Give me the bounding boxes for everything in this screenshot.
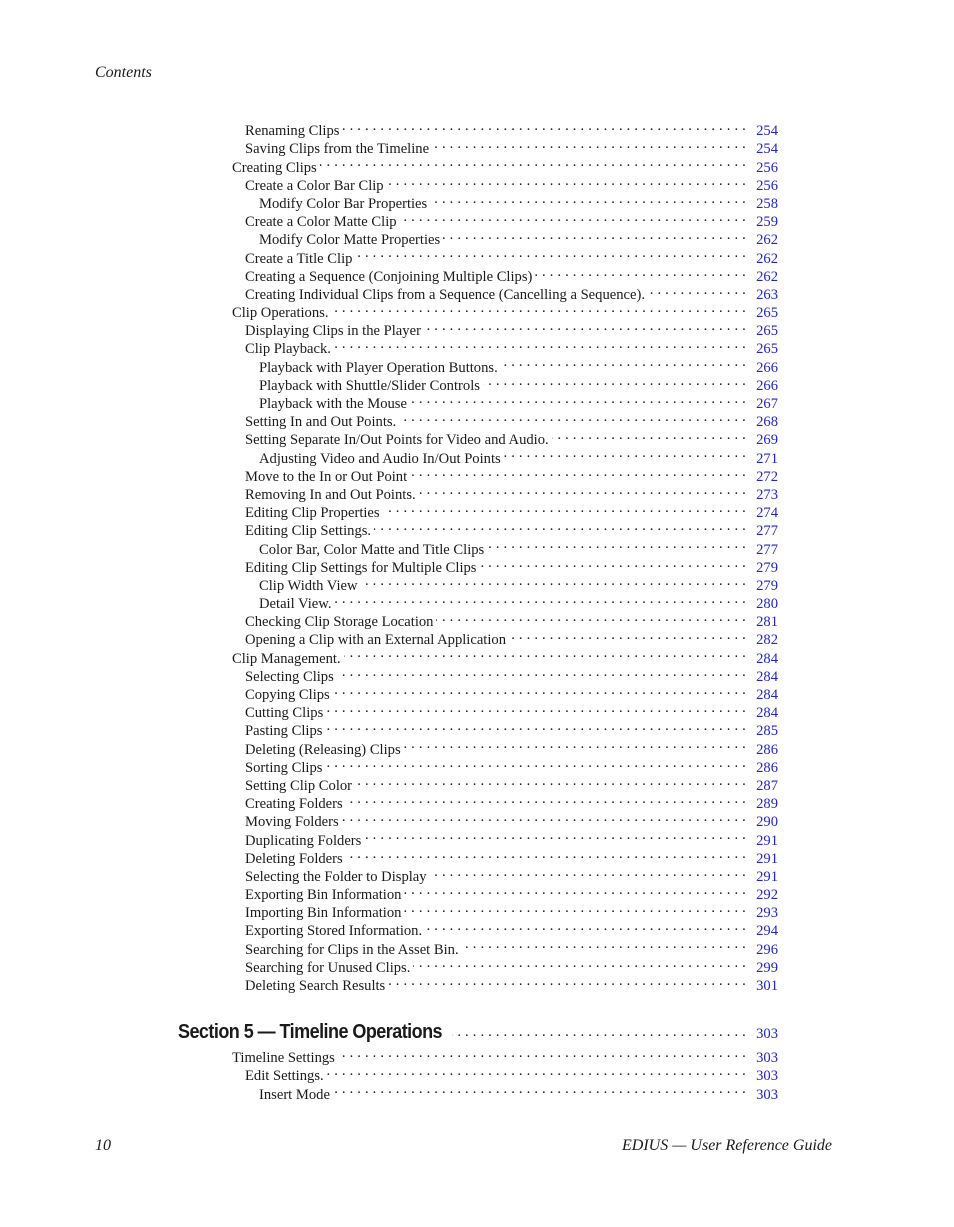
dot-leader xyxy=(361,572,746,590)
toc-page-link[interactable]: 284 xyxy=(756,705,778,722)
dot-leader xyxy=(509,626,746,644)
toc-page-link[interactable]: 279 xyxy=(756,559,778,576)
dot-leader xyxy=(432,135,746,153)
toc-entry-title: Clip Operations. xyxy=(232,305,329,322)
dot-leader xyxy=(320,153,746,171)
toc-page-link[interactable]: 287 xyxy=(756,777,778,794)
toc-entry-title: Creating Individual Clips from a Sequence (Cancelling a Sequence). xyxy=(245,286,645,303)
toc-page-link[interactable]: 259 xyxy=(756,214,778,231)
toc-page-link[interactable]: 262 xyxy=(756,250,778,267)
toc-entry-title: Importing Bin Information xyxy=(245,905,402,922)
dot-leader xyxy=(334,335,746,353)
toc-page-link[interactable]: 269 xyxy=(756,432,778,449)
toc-entry-title: Editing Clip Settings. xyxy=(245,523,372,540)
toc-entry-title: Duplicating Folders xyxy=(245,832,362,849)
toc-page-link[interactable]: 265 xyxy=(756,323,778,340)
toc-page-link[interactable]: 256 xyxy=(756,177,778,194)
dot-leader xyxy=(535,263,746,281)
toc-entry-title: Playback with Shuttle/Slider Controls xyxy=(259,377,480,394)
toc-entry-title: Editing Clip Properties xyxy=(245,505,380,522)
dot-leader xyxy=(424,317,746,335)
dot-leader xyxy=(326,699,746,717)
toc-entry-title: Modify Color Matte Properties xyxy=(259,232,441,249)
dot-leader xyxy=(648,281,746,299)
toc-entry-title: Editing Clip Settings for Multiple Clips xyxy=(245,559,477,576)
toc-page-link[interactable]: 254 xyxy=(756,123,778,140)
toc-page-link[interactable]: 262 xyxy=(756,232,778,249)
toc-entry-title: Searching for Unused Clips. xyxy=(245,959,411,976)
toc-entry-title: Clip Playback. xyxy=(245,341,331,358)
dot-leader xyxy=(436,608,746,626)
toc-entry-title: Saving Clips from the Timeline xyxy=(245,141,430,158)
dot-leader xyxy=(346,845,746,863)
dot-leader xyxy=(399,408,746,426)
dot-leader xyxy=(552,426,746,444)
toc-page-link[interactable]: 262 xyxy=(756,268,778,285)
toc-entry-title: Creating a Sequence (Conjoining Multiple Clips) xyxy=(245,268,533,285)
dot-leader xyxy=(430,863,746,881)
toc-page-link[interactable]: 258 xyxy=(756,195,778,212)
dot-leader xyxy=(504,444,746,462)
toc-entry-title: Playback with the Mouse xyxy=(259,396,407,412)
toc-page-link[interactable]: 273 xyxy=(756,486,778,503)
toc-entry-title: Checking Clip Storage Location xyxy=(245,614,434,631)
table-of-contents xyxy=(178,117,778,1103)
toc-entry-title: Detail View. xyxy=(259,596,332,613)
toc-section-heading[interactable] xyxy=(178,1020,778,1044)
toc-entry-title: Clip Management. xyxy=(232,650,341,667)
toc-page-link[interactable]: 303 xyxy=(756,1068,778,1085)
toc-entry-title: Deleting (Releasing) Clips xyxy=(245,741,401,758)
toc-page-link[interactable]: 294 xyxy=(756,923,778,940)
toc-page-link[interactable]: 299 xyxy=(756,959,778,976)
toc-entry-title: Move to the In or Out Point xyxy=(245,468,408,485)
toc-entry-title: Renaming Clips xyxy=(245,123,340,140)
dot-leader xyxy=(388,972,746,990)
toc-entry-title: Setting In and Out Points. xyxy=(245,414,397,431)
dot-leader xyxy=(383,499,746,517)
toc-page-link[interactable]: 291 xyxy=(756,850,778,867)
toc-page-link[interactable]: 256 xyxy=(756,159,778,176)
dot-leader xyxy=(462,935,746,953)
toc-page-link[interactable]: 285 xyxy=(756,723,778,740)
toc-entry-title: Searching for Clips in the Asset Bin. xyxy=(245,941,459,958)
toc-page-link[interactable]: 291 xyxy=(756,868,778,885)
dot-leader xyxy=(331,299,746,317)
running-head: Contents xyxy=(95,64,152,81)
toc-entry[interactable] xyxy=(178,117,778,140)
toc-page-link[interactable]: 301 xyxy=(756,978,778,994)
toc-page-link[interactable]: 265 xyxy=(756,341,778,358)
toc-entry-title: Cutting Clips xyxy=(245,705,324,722)
toc-page-link[interactable]: 279 xyxy=(756,577,778,594)
toc-page-link[interactable]: 291 xyxy=(756,832,778,849)
toc-page-link[interactable]: 286 xyxy=(756,741,778,758)
dot-leader xyxy=(342,117,746,135)
book-title: EDIUS — User Reference Guide xyxy=(621,1137,832,1154)
page-number: 10 xyxy=(95,1137,111,1154)
dot-leader xyxy=(355,772,746,790)
toc-page-link[interactable]: 284 xyxy=(756,668,778,685)
toc-page-link[interactable]: 303 xyxy=(756,1086,778,1103)
toc-entry-title: Exporting Bin Information xyxy=(245,887,402,904)
dot-leader xyxy=(452,1020,746,1038)
toc-page-link[interactable]: 303 xyxy=(756,1026,778,1043)
dot-leader xyxy=(346,790,746,808)
dot-leader xyxy=(404,735,746,753)
toc-page-link[interactable]: 286 xyxy=(756,759,778,776)
toc-entry-title: Edit Settings. xyxy=(245,1068,324,1085)
toc-entry[interactable] xyxy=(178,1044,778,1067)
toc-entry-title: Timeline Settings xyxy=(232,1050,335,1067)
toc-page-link[interactable]: 272 xyxy=(756,468,778,485)
toc-page-link[interactable]: 267 xyxy=(756,396,778,412)
toc-entry-title: Creating Folders xyxy=(245,796,343,813)
toc-entry-title: Pasting Clips xyxy=(245,723,323,740)
dot-leader xyxy=(400,208,746,226)
toc-page-link[interactable]: 293 xyxy=(756,905,778,922)
toc-page-link[interactable]: 292 xyxy=(756,887,778,904)
dot-leader xyxy=(410,390,746,408)
toc-entry-title: Displaying Clips in the Player xyxy=(245,323,421,340)
toc-page-link[interactable]: 274 xyxy=(756,505,778,522)
toc-entry-title: Create a Color Matte Clip xyxy=(245,214,397,231)
toc-entry-title: Create a Title Clip xyxy=(245,250,353,267)
dot-leader xyxy=(501,353,746,371)
toc-entry-title: Deleting Folders xyxy=(245,850,343,867)
toc-entry-title: Removing In and Out Points. xyxy=(245,486,416,503)
toc-entry-title: Copying Clips xyxy=(245,687,330,703)
toc-entry-title: Section 5 — Timeline Operations xyxy=(178,1021,443,1044)
dot-leader xyxy=(410,463,746,481)
dot-leader xyxy=(487,535,746,553)
toc-entry-title: Color Bar, Color Matte and Title Clips xyxy=(259,541,485,558)
dot-leader xyxy=(425,917,746,935)
dot-leader xyxy=(430,190,746,208)
toc-page-link[interactable]: 289 xyxy=(756,796,778,813)
dot-leader xyxy=(344,644,746,662)
dot-leader xyxy=(483,372,746,390)
toc-entry-title: Adjusting Video and Audio In/Out Points xyxy=(259,450,501,467)
toc-page-link[interactable]: 263 xyxy=(756,286,778,303)
dot-leader xyxy=(337,663,746,681)
dot-leader xyxy=(342,808,746,826)
dot-leader xyxy=(338,1044,746,1062)
toc-page-link[interactable]: 271 xyxy=(756,450,778,467)
toc-page-link[interactable]: 281 xyxy=(756,614,778,631)
toc-page-link[interactable]: 284 xyxy=(756,687,778,703)
toc-entry-title: Setting Separate In/Out Points for Video and Audio. xyxy=(245,432,549,449)
toc-entry-title: Create a Color Bar Clip xyxy=(245,177,384,194)
toc-page-link[interactable]: 265 xyxy=(756,305,778,322)
toc-page-link[interactable]: 296 xyxy=(756,941,778,958)
toc-entry-title: Modify Color Bar Properties xyxy=(259,195,428,212)
dot-leader xyxy=(327,1062,746,1080)
dot-leader xyxy=(333,681,746,699)
toc-page-link[interactable]: 266 xyxy=(756,359,778,376)
toc-page-link[interactable]: 277 xyxy=(756,523,778,540)
toc-entry-title: Deleting Search Results xyxy=(245,978,386,994)
toc-page-link[interactable]: 284 xyxy=(756,650,778,667)
toc-page-link[interactable]: 266 xyxy=(756,377,778,394)
toc-entry-title: Moving Folders xyxy=(245,814,339,831)
toc-entry-title: Selecting Clips xyxy=(245,668,334,685)
toc-page-link[interactable]: 303 xyxy=(756,1050,778,1067)
dot-leader xyxy=(443,226,746,244)
toc-page-link[interactable]: 290 xyxy=(756,814,778,831)
toc-entry-title: Insert Mode xyxy=(259,1086,330,1103)
dot-leader xyxy=(325,717,746,735)
dot-leader xyxy=(404,881,746,899)
dot-leader xyxy=(404,899,746,917)
toc-page-link[interactable]: 280 xyxy=(756,596,778,613)
dot-leader xyxy=(355,244,746,262)
dot-leader xyxy=(334,590,746,608)
toc-entry-title: Sorting Clips xyxy=(245,759,323,776)
toc-entry-title: Exporting Stored Information. xyxy=(245,923,423,940)
dot-leader xyxy=(325,754,746,772)
toc-page-link[interactable]: 282 xyxy=(756,632,778,649)
toc-entry-title: Setting Clip Color xyxy=(245,777,353,794)
toc-entry-title: Selecting the Folder to Display xyxy=(245,868,427,885)
toc-entry-title: Opening a Clip with an External Application xyxy=(245,632,507,649)
dot-leader xyxy=(413,954,746,972)
dot-leader xyxy=(419,481,746,499)
dot-leader xyxy=(364,826,746,844)
dot-leader xyxy=(374,517,746,535)
toc-entry-title: Playback with Player Operation Buttons. xyxy=(259,359,498,376)
toc-entry-title: Creating Clips xyxy=(232,159,317,176)
dot-leader xyxy=(333,1080,746,1098)
toc-page-link[interactable]: 254 xyxy=(756,141,778,158)
toc-page-link[interactable]: 268 xyxy=(756,414,778,431)
toc-page-link[interactable]: 277 xyxy=(756,541,778,558)
toc-entry-title: Clip Width View xyxy=(259,577,358,594)
dot-leader xyxy=(479,554,746,572)
dot-leader xyxy=(387,172,746,190)
